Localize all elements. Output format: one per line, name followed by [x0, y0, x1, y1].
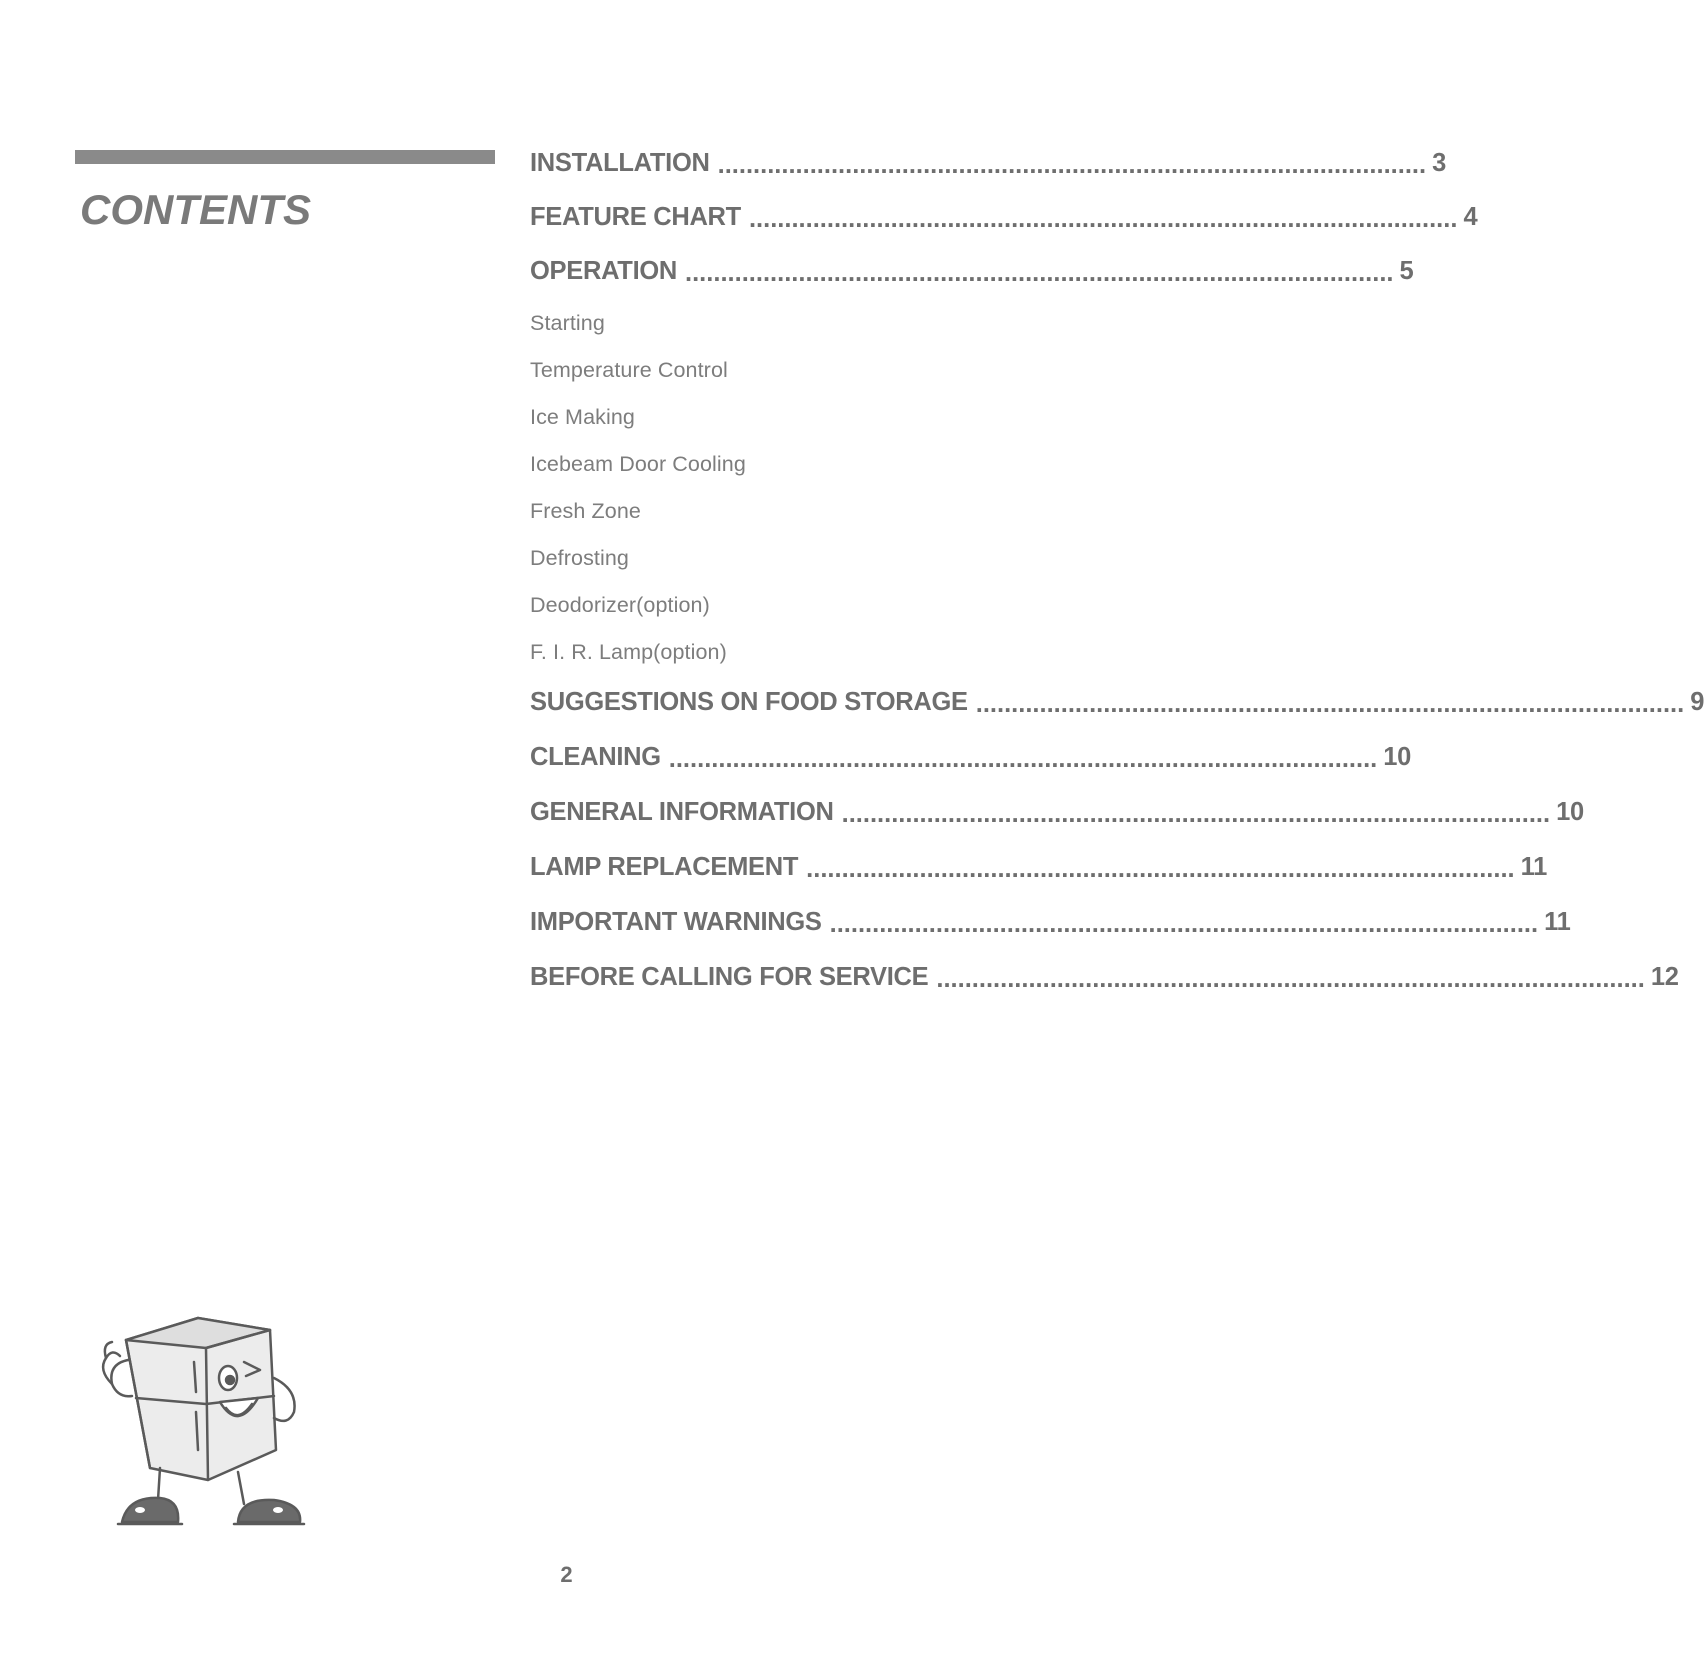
page-number: 2 [560, 1562, 573, 1587]
toc-page: 4 [1463, 203, 1478, 231]
toc-subentry-starting[interactable]: Starting [530, 311, 605, 335]
dot-leader: .................................................................................................... [748, 204, 1458, 233]
toc-page: 10 [1556, 798, 1584, 826]
dot-leader: .................................................................................................... [841, 799, 1551, 828]
page-title: CONTENTS [80, 186, 311, 233]
toc-page: 12 [1650, 963, 1679, 991]
toc-entry-lamp-replacement[interactable] [530, 846, 1547, 883]
toc-page: 9 [1690, 688, 1704, 716]
toc-page: 3 [1432, 149, 1446, 177]
toc-subentry-ice-making[interactable]: Ice Making [530, 405, 635, 429]
toc-label: BEFORE CALLING FOR SERVICE [530, 963, 929, 991]
toc-subentry-fir-lamp[interactable]: F. I. R. Lamp(option) [530, 640, 727, 664]
toc-entry-feature-chart[interactable] [530, 196, 1478, 233]
toc-subentry-deodorizer[interactable]: Deodorizer(option) [530, 593, 710, 617]
toc-entry-before-calling-service[interactable] [530, 956, 1679, 993]
toc-label: LAMP REPLACEMENT [530, 853, 799, 881]
dot-leader: .................................................................................................... [685, 258, 1394, 287]
toc-subentry-defrosting[interactable]: Defrosting [530, 546, 629, 570]
toc-entry-food-storage[interactable] [530, 681, 1704, 718]
table-of-contents [530, 0, 1704, 1661]
toc-entry-important-warnings[interactable] [530, 901, 1571, 938]
title-bar [75, 150, 495, 164]
toc-label: CLEANING [530, 743, 661, 771]
toc-entry-operation[interactable] [530, 250, 1414, 287]
toc-label: INSTALLATION [530, 149, 710, 177]
dot-leader: .................................................................................................... [806, 854, 1515, 883]
refrigerator-mascot-icon [88, 1300, 368, 1550]
toc-label: GENERAL INFORMATION [530, 798, 834, 826]
toc-entry-installation[interactable] [530, 142, 1446, 179]
dot-leader: .................................................................................................... [829, 909, 1539, 938]
toc-label: OPERATION [530, 257, 678, 285]
toc-subentry-temperature-control[interactable]: Temperature Control [530, 358, 728, 382]
dot-leader: .................................................................................................... [717, 150, 1427, 179]
toc-subentry-icebeam-door-cooling[interactable]: Icebeam Door Cooling [530, 452, 746, 476]
dot-leader: .................................................................................................... [975, 689, 1685, 718]
toc-page: 10 [1383, 743, 1412, 771]
toc-entry-cleaning[interactable] [530, 736, 1412, 773]
dot-leader: .................................................................................................... [668, 744, 1378, 773]
dot-leader: .................................................................................................... [936, 964, 1645, 993]
toc-subentry-fresh-zone[interactable]: Fresh Zone [530, 499, 641, 523]
toc-label: SUGGESTIONS ON FOOD STORAGE [530, 688, 968, 716]
toc-label: IMPORTANT WARNINGS [530, 908, 822, 936]
toc-entry-general-information[interactable] [530, 791, 1584, 828]
toc-page: 5 [1399, 257, 1414, 285]
toc-page: 11 [1520, 853, 1547, 881]
toc-label: FEATURE CHART [530, 203, 741, 231]
toc-page: 11 [1544, 908, 1571, 936]
